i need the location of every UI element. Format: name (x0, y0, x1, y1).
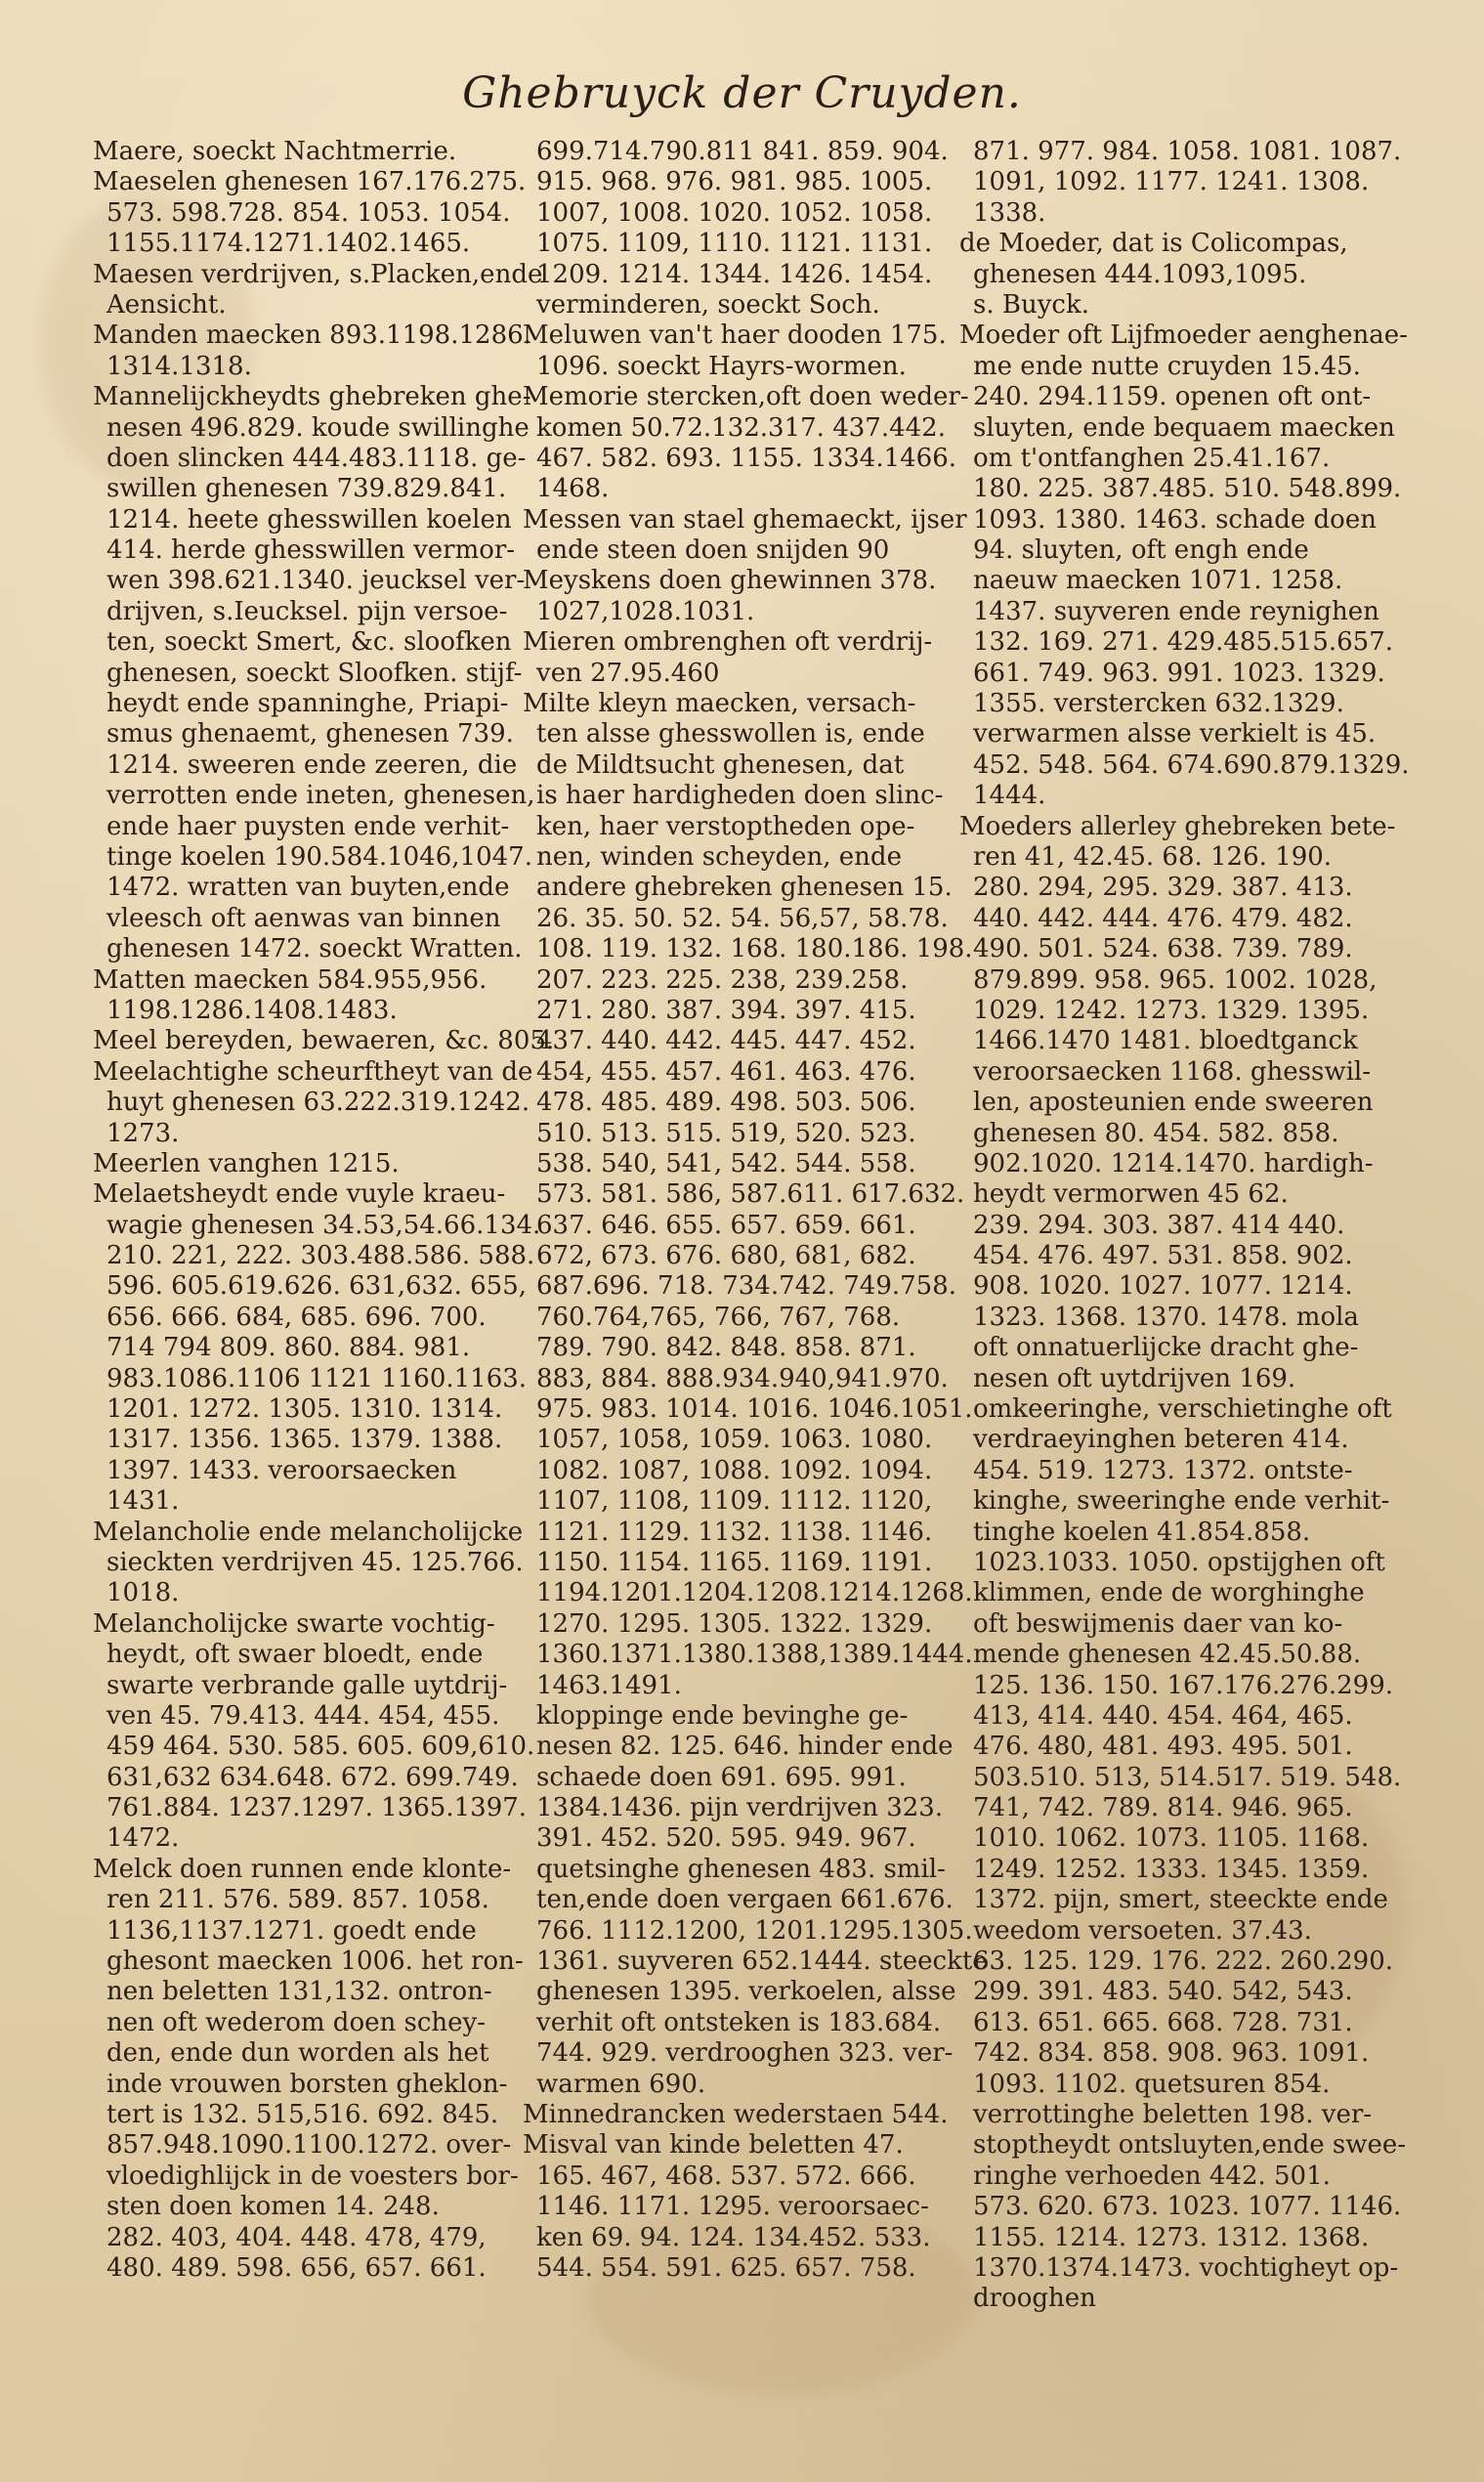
index-continuation-line: 915. 968. 976. 981. 985. 1005. (536, 167, 933, 197)
index-column-middle (523, 137, 988, 2284)
index-continuation-line: 299. 391. 483. 540. 542, 543. (973, 1977, 1353, 2007)
index-continuation-line: wen 398.621.1340. jeucksel ver- (106, 566, 526, 596)
index-continuation-line: 210. 221, 222. 303.488.586. 588. (106, 1241, 535, 1271)
index-continuation-line: 1155. 1214. 1273. 1312. 1368. (973, 2222, 1370, 2252)
index-continuation-line: andere ghebreken ghenesen 15. (536, 873, 953, 903)
index-continuation-line: naeuw maecken 1071. 1258. (973, 566, 1343, 596)
index-continuation-line: drijven, s.Ieucksel. pijn versoe- (106, 596, 508, 626)
index-continuation-line: 1370.1374.1473. vochtigheyt op- (973, 2252, 1399, 2283)
index-continuation-line: 1355. verstercken 632.1329. (973, 689, 1344, 719)
index-continuation-line: nesen 496.829. koude swillinghe (106, 412, 530, 443)
index-continuation-line: 1091, 1092. 1177. 1241. 1308. (973, 167, 1370, 197)
index-continuation-line: tinghe koelen 41.854.858. (973, 1517, 1311, 1547)
index-continuation-line: 902.1020. 1214.1470. hardigh- (973, 1148, 1374, 1178)
index-entry-line: Milte kleyn maecken, versach- (523, 689, 916, 719)
index-continuation-line: wagie ghenesen 34.53,54.66.134. (106, 1210, 541, 1240)
index-entry-line: Melaetsheydt ende vuyle kraeu- (93, 1179, 506, 1210)
index-continuation-line: 1338. (973, 197, 1046, 228)
index-continuation-line: komen 50.72.132.317. 437.442. (536, 412, 946, 443)
index-continuation-line: 271. 280. 387. 394. 397. 415. (536, 995, 916, 1025)
index-continuation-line: 1361. suyveren 652.1444. steeckte (536, 1947, 988, 1977)
index-continuation-line: 1194.1201.1204.1208.1214.1268. (536, 1578, 973, 1608)
index-continuation-line: 1057, 1058, 1059. 1063. 1080. (536, 1425, 933, 1455)
index-continuation-line: nen oft wederom doen schey- (106, 2007, 487, 2037)
index-entry-line: Misval van kinde beletten 47. (523, 2130, 904, 2161)
index-continuation-line: 391. 452. 520. 595. 949. 967. (536, 1823, 916, 1854)
index-continuation-line: ghesont maecken 1006. het ron- (106, 1947, 524, 1977)
index-continuation-line: 1214. sweeren ende zeeren, die (106, 749, 518, 780)
index-continuation-line: 282. 403, 404. 448. 478, 479, (106, 2222, 487, 2252)
index-continuation-line: 744. 929. verdrooghen 323. ver- (536, 2038, 954, 2069)
index-continuation-line: 1444. (973, 781, 1046, 811)
index-continuation-line: ren 41, 42.45. 68. 126. 190. (973, 841, 1333, 872)
index-entry-line: Melancholie ende melancholijcke (93, 1517, 524, 1547)
index-continuation-line: 879.899. 958. 965. 1002. 1028, (973, 964, 1378, 995)
index-continuation-line: 510. 513. 515. 519, 520. 523. (536, 1118, 916, 1148)
index-continuation-line: ghenesen 80. 454. 582. 858. (973, 1118, 1339, 1148)
index-continuation-line: 452. 548. 564. 674.690.879.1329. (973, 749, 1410, 780)
index-continuation-line: ringhe verhoeden 442. 501. (973, 2161, 1331, 2191)
index-continuation-line: 108. 119. 132. 168. 180.186. 198. (536, 934, 973, 964)
index-continuation-line: 239. 294. 303. 387. 414 440. (973, 1210, 1345, 1240)
index-continuation-line: 503.510. 513, 514.517. 519. 548. (973, 1762, 1402, 1792)
index-continuation-line: vloedighlijck in de voesters bor- (106, 2161, 519, 2191)
index-continuation-line: 1468. (536, 474, 610, 504)
index-continuation-line: ten,ende doen vergaen 661.676. (536, 1885, 954, 1915)
index-continuation-line: 1372. pijn, smert, steeckte ende (973, 1885, 1388, 1915)
index-continuation-line: 1018. (106, 1578, 180, 1608)
index-continuation-line: 742. 834. 858. 908. 963. 1091. (973, 2038, 1370, 2069)
index-continuation-line: 596. 605.619.626. 631,632. 655, (106, 1271, 528, 1302)
index-continuation-line: kinghe, sweeringhe ende verhit- (973, 1486, 1390, 1517)
index-continuation-line: ten alsse ghesswollen is, ende (536, 719, 925, 749)
index-continuation-line: 1384.1436. pijn verdrijven 323. (536, 1793, 944, 1823)
index-continuation-line: 1155.1174.1271.1402.1465. (106, 229, 471, 259)
index-entry-line: Manden maecken 893.1198.1286. (93, 321, 531, 351)
index-continuation-line: stoptheydt ontsluyten,ende swee- (973, 2130, 1407, 2161)
index-entry-line: Minnedrancken wederstaen 544. (523, 2100, 949, 2129)
index-continuation-line: ende haer puysten ende verhit- (106, 811, 510, 841)
index-continuation-line: 454. 519. 1273. 1372. ontste- (973, 1455, 1353, 1485)
index-continuation-line: 760.764,765, 766, 767, 768. (536, 1302, 901, 1332)
index-continuation-line: 1093. 1380. 1463. schade doen (973, 504, 1377, 535)
index-entry-line: Mannelijckheydts ghebreken ghe- (93, 382, 531, 412)
index-continuation-line: 1472. wratten van buyten,ende (106, 873, 510, 903)
index-continuation-line: 413, 414. 440. 454. 464, 465. (973, 1700, 1353, 1731)
index-continuation-line: 1121. 1129. 1132. 1138. 1146. (536, 1517, 933, 1547)
index-continuation-line: 1146. 1171. 1295. veroorsaec- (536, 2192, 929, 2222)
index-continuation-line: oft beswijmenis daer van ko- (973, 1608, 1343, 1639)
index-continuation-line: 741, 742. 789. 814. 946. 965. (973, 1793, 1353, 1823)
index-entry-line: Maesen verdrijven, s.Placken,ende (93, 259, 543, 289)
index-continuation-line: ghenesen, soeckt Sloofken. stijf- (106, 658, 523, 688)
index-continuation-line: smus ghenaemt, ghenesen 739. (106, 719, 514, 749)
index-continuation-line: 1075. 1109, 1110. 1121. 1131. (536, 229, 933, 259)
index-continuation-line: 480. 489. 598. 656, 657. 661. (106, 2252, 487, 2283)
index-entry-line: Mieren ombrenghen oft verdrij- (523, 627, 933, 658)
index-entry-line: Maere, soeckt Nachtmerrie. (93, 137, 457, 166)
index-continuation-line: 1027,1028.1031. (536, 596, 755, 626)
index-continuation-line: heydt vermorwen 45 62. (973, 1179, 1289, 1210)
index-continuation-line: 414. herde ghesswillen vermor- (106, 535, 516, 566)
index-continuation-line: 26. 35. 50. 52. 54. 56,57, 58.78. (536, 903, 949, 933)
index-continuation-line: inde vrouwen borsten gheklon- (106, 2069, 508, 2099)
index-continuation-line: 613. 651. 665. 668. 728. 731. (973, 2007, 1353, 2037)
index-continuation-line: ren 211. 576. 589. 857. 1058. (106, 1885, 489, 1915)
index-column-left (93, 137, 555, 2284)
index-continuation-line: 240. 294.1159. openen oft ont- (973, 382, 1372, 412)
index-continuation-line: ken 69. 94. 124. 134.452. 533. (536, 2222, 931, 2252)
index-continuation-line: heydt, oft swaer bloedt, ende (106, 1640, 484, 1670)
index-continuation-line: verdraeyinghen beteren 414. (973, 1425, 1349, 1455)
index-continuation-line: ghenesen 1395. verkoelen, alsse (536, 1977, 956, 2007)
index-continuation-line: 94. sluyten, oft engh ende (973, 535, 1309, 566)
index-continuation-line: ven 27.95.460 (536, 658, 720, 688)
index-continuation-line: 440. 442. 444. 476. 479. 482. (973, 903, 1353, 933)
index-continuation-line: 699.714.790.811 841. 859. 904. (536, 137, 949, 166)
index-continuation-line: 132. 169. 271. 429.485.515.657. (973, 627, 1394, 658)
index-continuation-line: 1270. 1295. 1305. 1322. 1329. (536, 1608, 933, 1639)
index-continuation-line: 1317. 1356. 1365. 1379. 1388. (106, 1425, 503, 1455)
index-continuation-line: 761.884. 1237.1297. 1365.1397. (106, 1793, 528, 1823)
index-continuation-line: omkeeringhe, verschietinghe oft (973, 1394, 1392, 1425)
index-continuation-line: 908. 1020. 1027. 1077. 1214. (973, 1271, 1353, 1302)
index-continuation-line: 467. 582. 693. 1155. 1334.1466. (536, 443, 957, 473)
index-column-right (959, 137, 1410, 2315)
index-continuation-line: klimmen, ende de worghinghe (973, 1578, 1365, 1608)
index-continuation-line: heydt ende spanninghe, Priapi- (106, 689, 509, 719)
index-continuation-line: 1431. (106, 1486, 180, 1517)
index-continuation-line: mende ghenesen 42.45.50.88. (973, 1640, 1362, 1670)
index-continuation-line: tinge koelen 190.584.1046,1047. (106, 841, 532, 872)
index-continuation-line: len, aposteunien ende sweeren (973, 1088, 1374, 1118)
index-continuation-line: 656. 666. 684, 685. 696. 700. (106, 1302, 487, 1332)
index-continuation-line: 1029. 1242. 1273. 1329. 1395. (973, 995, 1370, 1025)
index-continuation-line: 1314.1318. (106, 351, 252, 381)
index-continuation-line: Aensicht. (106, 289, 227, 320)
index-continuation-line: 1082. 1087, 1088. 1092. 1094. (536, 1455, 933, 1485)
index-continuation-line: sieckten verdrijven 45. 125.766. (106, 1547, 524, 1577)
index-continuation-line: 544. 554. 591. 625. 657. 758. (536, 2252, 916, 2283)
index-continuation-line: om t'ontfanghen 25.41.167. (973, 443, 1331, 473)
index-continuation-line: 454, 455. 457. 461. 463. 476. (536, 1056, 916, 1087)
index-continuation-line: 1107, 1108, 1109. 1112. 1120, (536, 1486, 933, 1517)
index-continuation-line: nesen oft uytdrijven 169. (973, 1363, 1296, 1393)
index-entry-line: Meyskens doen ghewinnen 378. (523, 566, 937, 596)
index-continuation-line: 687.696. 718. 734.742. 749.758. (536, 1271, 957, 1302)
index-continuation-line: swillen ghenesen 739.829.841. (106, 474, 507, 504)
index-continuation-line: 1397. 1433. veroorsaecken (106, 1455, 457, 1485)
index-continuation-line: 1249. 1252. 1333. 1345. 1359. (973, 1854, 1370, 1884)
index-continuation-line: 1096. soeckt Hayrs-wormen. (536, 351, 907, 381)
index-continuation-line: 573. 620. 673. 1023. 1077. 1146. (973, 2192, 1402, 2222)
index-continuation-line: vleesch oft aenwas van binnen (106, 903, 501, 933)
index-continuation-line: 1360.1371.1380.1388,1389.1444. (536, 1640, 973, 1670)
index-continuation-line: sluyten, ende bequaem maecken (973, 412, 1395, 443)
index-continuation-line: verminderen, soeckt Soch. (536, 289, 880, 320)
index-entry-line: Moeders allerley ghebreken bete- (959, 811, 1396, 841)
index-continuation-line: 1093. 1102. quetsuren 854. (973, 2069, 1331, 2099)
index-continuation-line: is haer hardigheden doen slinc- (536, 781, 944, 811)
index-continuation-line: nen, winden scheyden, ende (536, 841, 902, 872)
index-continuation-line: 437. 440. 442. 445. 447. 452. (536, 1026, 916, 1056)
index-continuation-line: 1010. 1062. 1073. 1105. 1168. (973, 1823, 1370, 1854)
index-continuation-line: 63. 125. 129. 176. 222. 260.290. (973, 1947, 1394, 1977)
index-continuation-line: 1023.1033. 1050. opstijghen oft (973, 1547, 1385, 1577)
index-continuation-line: 1198.1286.1408.1483. (106, 995, 398, 1025)
running-header: Ghebruyck der Cruyden. (462, 68, 1022, 118)
index-continuation-line: verrottinghe beletten 198. ver- (973, 2100, 1373, 2129)
index-continuation-line: 975. 983. 1014. 1016. 1046.1051. (536, 1394, 973, 1425)
index-continuation-line: weedom versoeten. 37.43. (973, 1915, 1312, 1946)
index-continuation-line: 180. 225. 387.485. 510. 548.899. (973, 474, 1402, 504)
index-continuation-line: sten doen komen 14. 248. (106, 2192, 440, 2222)
index-continuation-line: swarte verbrande galle uytdrij- (106, 1670, 508, 1700)
index-continuation-line: 631,632 634.648. 672. 699.749. (106, 1762, 519, 1792)
index-continuation-line: s. Buyck. (973, 289, 1089, 320)
index-continuation-line: verrotten ende ineten, ghenesen, (106, 781, 535, 811)
index-entry-line: Meluwen van't haer dooden 175. (523, 321, 947, 351)
index-continuation-line: oft onnatuerlijcke dracht ghe- (973, 1333, 1359, 1363)
index-entry-line: Meerlen vanghen 1215. (93, 1148, 400, 1178)
index-continuation-line: 280. 294, 295. 329. 387. 413. (973, 873, 1353, 903)
index-continuation-line: 883, 884. 888.934.940,941.970. (536, 1363, 949, 1393)
index-continuation-line: drooghen (973, 2284, 1096, 2314)
index-continuation-line: 1437. suyveren ende reynighen (973, 596, 1379, 626)
index-continuation-line: ghenesen 1472. soeckt Wratten. (106, 934, 523, 964)
index-continuation-line: ende steen doen snijden 90 (536, 535, 890, 566)
index-continuation-line: huyt ghenesen 63.222.319.1242. (106, 1088, 530, 1118)
index-continuation-line: 672, 673. 676. 680, 681, 682. (536, 1241, 916, 1271)
index-continuation-line: 637. 646. 655. 657. 659. 661. (536, 1210, 916, 1240)
index-continuation-line: 459 464. 530. 585. 605. 609,610. (106, 1732, 535, 1762)
index-continuation-line: 1273. (106, 1118, 180, 1148)
index-continuation-line: 1209. 1214. 1344. 1426. 1454. (536, 259, 933, 289)
index-continuation-line: ten, soeckt Smert, &c. sloofken (106, 627, 512, 658)
index-continuation-line: 661. 749. 963. 991. 1023. 1329. (973, 658, 1385, 688)
index-continuation-line: 1007, 1008. 1020. 1052. 1058. (536, 197, 933, 228)
index-continuation-line: 1214. heete ghesswillen koelen (106, 504, 512, 535)
index-entry-line: Moeder oft Lijfmoeder aenghenae- (959, 321, 1408, 351)
index-continuation-line: doen slincken 444.483.1118. ge- (106, 443, 527, 473)
index-continuation-line: de Mildtsucht ghenesen, dat (536, 749, 905, 780)
index-continuation-line: me ende nutte cruyden 15.45. (973, 351, 1361, 381)
index-continuation-line: 871. 977. 984. 1058. 1081. 1087. (973, 137, 1402, 166)
index-entry-line: Maeselen ghenesen 167.176.275. (93, 167, 527, 197)
index-continuation-line: quetsinghe ghenesen 483. smil- (536, 1854, 946, 1884)
index-continuation-line: 1150. 1154. 1165. 1169. 1191. (536, 1547, 933, 1577)
index-entry-line: Melck doen runnen ende klonte- (93, 1854, 512, 1884)
index-entry-line: Melancholijcke swarte vochtig- (93, 1608, 495, 1639)
index-continuation-line: 538. 540, 541, 542. 544. 558. (536, 1148, 916, 1178)
index-continuation-line: 207. 223. 225. 238, 239.258. (536, 964, 909, 995)
index-continuation-line: 1201. 1272. 1305. 1310. 1314. (106, 1394, 503, 1425)
index-continuation-line: 573. 581. 586, 587.611. 617.632. (536, 1179, 965, 1210)
index-entry-line: Matten maecken 584.955,956. (93, 964, 488, 995)
index-continuation-line: tert is 132. 515,516. 692. 845. (106, 2100, 499, 2129)
index-continuation-line: nesen 82. 125. 646. hinder ende (536, 1732, 954, 1762)
index-continuation-line: 983.1086.1106 1121 1160.1163. (106, 1363, 528, 1393)
index-continuation-line: 857.948.1090.1100.1272. over- (106, 2130, 512, 2161)
index-continuation-line: 125. 136. 150. 167.176.276.299. (973, 1670, 1394, 1700)
index-continuation-line: veroorsaecken 1168. ghesswil- (973, 1056, 1372, 1087)
index-continuation-line: ghenesen 444.1093,1095. (973, 259, 1307, 289)
index-continuation-line: schaede doen 691. 695. 991. (536, 1762, 907, 1792)
index-continuation-line: kloppinge ende bevinghe ge- (536, 1700, 909, 1731)
index-continuation-line: 789. 790. 842. 848. 858. 871. (536, 1333, 916, 1363)
index-continuation-line: 766. 1112.1200, 1201.1295.1305. (536, 1915, 973, 1946)
index-entry-line: Memorie stercken,oft doen weder- (523, 382, 969, 412)
index-continuation-line: 573. 598.728. 854. 1053. 1054. (106, 197, 511, 228)
index-entry-line: de Moeder, dat is Colicompas, (959, 229, 1348, 259)
index-continuation-line: 490. 501. 524. 638. 739. 789. (973, 934, 1353, 964)
index-continuation-line: verwarmen alsse verkielt is 45. (973, 719, 1377, 749)
index-entry-line: Meel bereyden, bewaeren, &c. 805. (93, 1026, 555, 1056)
index-continuation-line: verhit oft ontsteken is 183.684. (536, 2007, 942, 2037)
index-continuation-line: 476. 480, 481. 493. 495. 501. (973, 1732, 1353, 1762)
index-continuation-line: 454. 476. 497. 531. 858. 902. (973, 1241, 1353, 1271)
index-entry-line: Meelachtighe scheurftheyt van de (93, 1056, 533, 1087)
index-continuation-line: 478. 485. 489. 498. 503. 506. (536, 1088, 916, 1118)
index-continuation-line: 1472. (106, 1823, 180, 1854)
index-continuation-line: 1323. 1368. 1370. 1478. mola (973, 1302, 1359, 1332)
index-continuation-line: 165. 467, 468. 537. 572. 666. (536, 2161, 916, 2191)
index-continuation-line: nen beletten 131,132. ontron- (106, 1977, 492, 2007)
index-continuation-line: ven 45. 79.413. 444. 454, 455. (106, 1700, 500, 1731)
index-continuation-line: 714 794 809. 860. 884. 981. (106, 1333, 471, 1363)
index-continuation-line: 1136,1137.1271. goedt ende (106, 1915, 477, 1946)
index-continuation-line: warmen 690. (536, 2069, 706, 2099)
index-continuation-line: 1463.1491. (536, 1670, 682, 1700)
index-continuation-line: ken, haer verstoptheden ope- (536, 811, 915, 841)
index-continuation-line: 1466.1470 1481. bloedtganck (973, 1026, 1358, 1056)
index-continuation-line: den, ende dun worden als het (106, 2038, 489, 2069)
index-entry-line: Messen van stael ghemaeckt, ijser (523, 504, 967, 535)
